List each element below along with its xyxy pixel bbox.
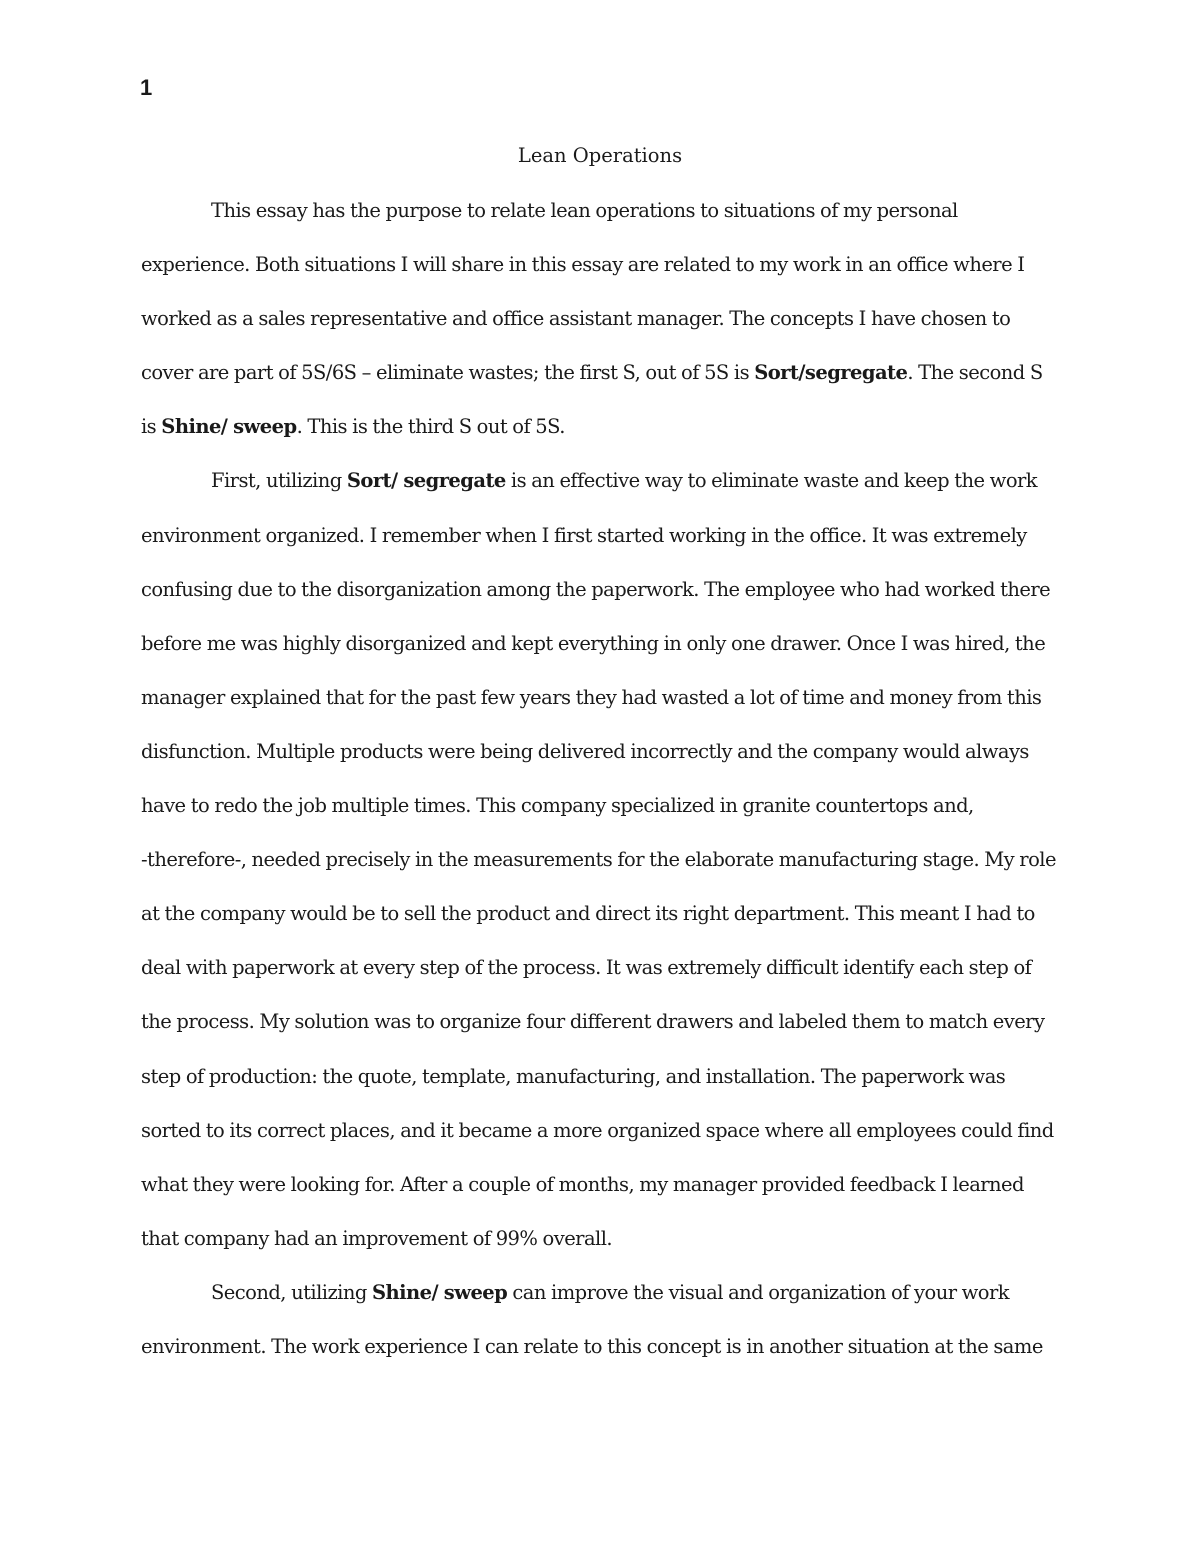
text-segment: environment organized. I remember when I first started working in the office. It was extremely [141,523,1027,547]
text-segment: First, utilizing [211,469,347,493]
text-segment: environment. The work experience I can relate to this concept is in another situation at the same [141,1334,1043,1358]
text-segment: cover are part of 5S/6S – eliminate wastes; the first S, out of 5S is [141,361,755,385]
page-number: 1 [140,75,153,100]
text-segment: disfunction. Multiple products were being delivered incorrectly and the company would always [141,739,1029,763]
text-segment: have to redo the job multiple times. This company specialized in granite countertops and, [141,794,974,818]
text-segment: This essay has the purpose to relate lean operations to situations of my personal [211,199,958,222]
text-line [141,1008,1063,1062]
text-segment: before me was highly disorganized and kept everything in only one drawer. Once I was hired, the [141,631,1046,655]
text-line [141,522,1063,576]
text-line [141,1279,1063,1333]
bold-term: Shine/ sweep [161,415,297,439]
text-line [141,305,1063,359]
text-segment: sorted to its correct places, and it became a more organized space where all employees could find [141,1118,1054,1142]
bold-term: Shine/ sweep [371,1280,508,1304]
text-segment: experience. Both situations I will share in this essay are related to my work in an office where I [141,253,1025,277]
bold-term: Sort/ segregate [346,469,506,493]
text-line [141,684,1063,738]
text-line [141,954,1063,1008]
text-segment: worked as a sales representative and office assistant manager. The concepts I have chosen to [141,307,1011,331]
text-line [141,738,1063,792]
text-segment: can improve the visual and organization of your work [507,1280,1010,1304]
text-segment: deal with paperwork at every step of the process. It was extremely difficult identify each step of [141,956,1032,980]
text-segment: Second, utilizing [211,1280,372,1304]
text-line [141,197,1063,251]
text-line [141,467,1063,521]
text-line [141,1117,1063,1171]
essay-body [141,197,1063,1387]
text-line [141,1171,1063,1225]
text-line [141,1063,1063,1117]
text-segment: step of production: the quote, template, manufacturing, and installation. The paperwork was [141,1064,1006,1088]
text-segment: the process. My solution was to organize four different drawers and labeled them to match every [141,1010,1045,1034]
text-line [141,251,1063,305]
text-segment: confusing due to the disorganization among the paperwork. The employee who had worked there [141,577,1051,601]
text-line [141,413,1063,467]
text-segment: . The second S [907,361,1043,385]
document-title: Lean Operations [517,144,683,167]
text-segment: manager explained that for the past few years they had wasted a lot of time and money from this [141,685,1042,709]
text-segment: is [141,415,162,439]
text-line [141,900,1063,954]
text-segment: that company had an improvement of 99% overall. [141,1226,613,1250]
text-segment: is an effective way to eliminate waste and keep the work [505,469,1038,493]
text-segment: what they were looking for. After a couple of months, my manager provided feedback I learned [141,1172,1024,1196]
text-line [141,359,1063,413]
text-segment: . This is the third S out of 5S. [296,415,565,439]
text-line [141,1333,1063,1387]
text-segment: at the company would be to sell the product and direct its right department. This meant I had to [141,902,1035,926]
text-line [141,630,1063,684]
text-line [141,576,1063,630]
text-segment: -therefore-, needed precisely in the measurements for the elaborate manufacturing stage. My role [141,848,1056,872]
bold-term: Sort/segregate [754,361,908,385]
text-line [141,1225,1063,1279]
text-line [141,846,1063,900]
text-line [141,792,1063,846]
